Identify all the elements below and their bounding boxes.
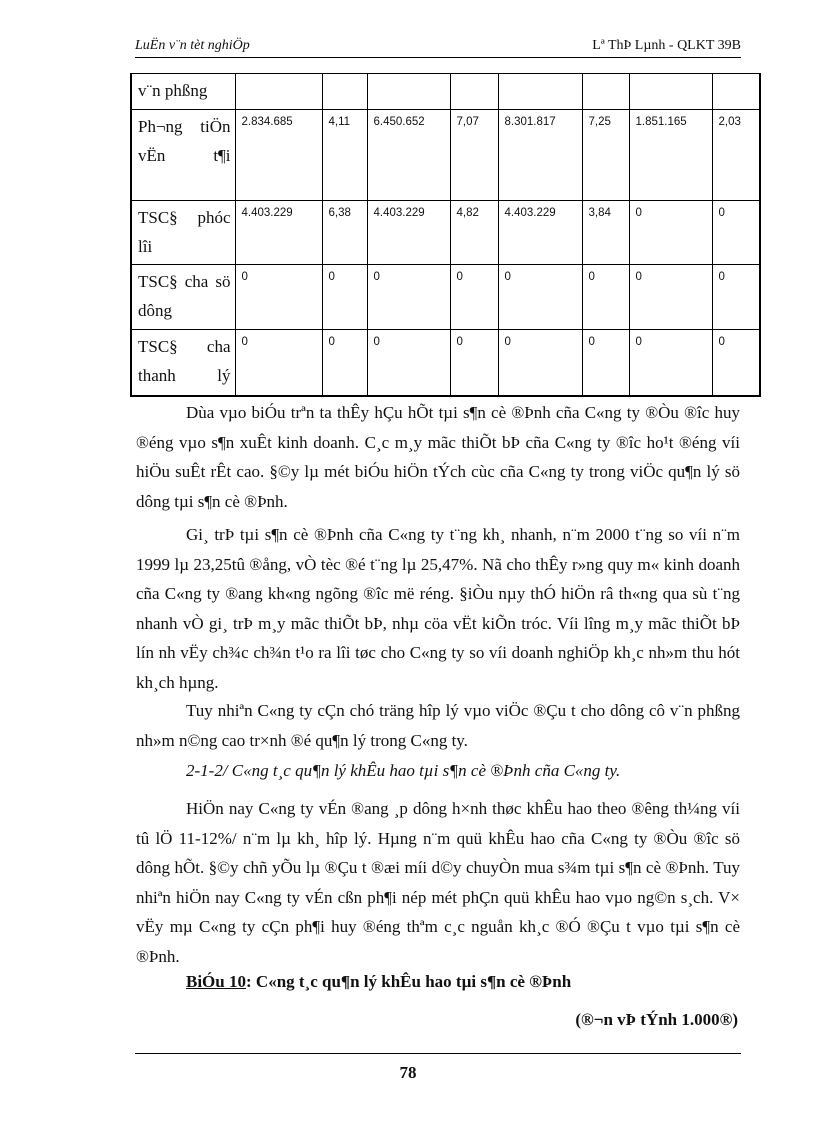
table-cell: 0: [582, 330, 629, 396]
table-cell: 6.450.652: [367, 110, 450, 201]
table-cell: 7,07: [450, 110, 498, 201]
table-cell: 0: [450, 330, 498, 396]
table-row: [131, 74, 760, 110]
table-cell: [450, 74, 498, 110]
unit-note: (®¬n vÞ tÝnh 1.000®): [575, 1010, 738, 1029]
table-row: [131, 110, 760, 201]
table-cell: [367, 74, 450, 110]
table-cell: [235, 74, 322, 110]
row-label: TSC§ phóc lîi: [131, 201, 235, 265]
table-cell: [712, 74, 760, 110]
table-cell: 0: [498, 265, 582, 330]
table-cell: 4.403.229: [367, 201, 450, 265]
caption-text: : C«ng t¸c qu¶n lý khÊu hao tµi s¶n cè ®Þnh: [246, 972, 572, 991]
table-row: [131, 201, 760, 265]
row-label: TSC§ cha sö dông: [131, 265, 235, 330]
table-cell: 0: [367, 265, 450, 330]
table-cell: 8.301.817: [498, 110, 582, 201]
table-cell: 0: [712, 330, 760, 396]
table-cell: 6,38: [322, 201, 367, 265]
row-label: v¨n phßng: [131, 74, 235, 110]
table-cell: 4,82: [450, 201, 498, 265]
fixed-assets-table: [130, 73, 761, 397]
body-paragraph: Dùa vµo biÓu trªn ta thÊy hÇu hÕt tµi s¶n cè ®Þnh cña C«ng ty ®Òu ®îc huy ®éng vµo s¶n xuÊt kinh doanh. C¸c m¸y mãc thiÕt bÞ cña C«ng ty ®îc ho¹t ®éng víi hiÖu suÊt rÊt cao. §©y lµ mét biÓu hiÖn tÝch cùc cña C«ng ty trong viÖc qu¶n lý sö dông tµi s¶n cè ®Þnh.: [136, 403, 740, 511]
table-cell: 0: [322, 330, 367, 396]
table-cell: 0: [712, 201, 760, 265]
figure-caption: [186, 972, 571, 992]
table-cell: 2.834.685: [235, 110, 322, 201]
table-cell: 0: [629, 201, 712, 265]
table-cell: 0: [629, 330, 712, 396]
body-paragraph: HiÖn nay C«ng ty vÉn ®ang ¸p dông h×nh thøc khÊu hao theo ®êng th¼ng víi tû lÖ 11-12%/ n¨m lµ kh¸ hîp lý. Hµng n¨m quü khÊu hao cña C«ng ty ®Òu ®îc sö dông hÕt. §©y chñ yÕu lµ ®Çu t ®æi míi d©y chuyÒn mua s¾m tµi s¶n cè ®Þnh. Tuy nhiªn hiÖn nay C«ng ty vÉn cßn ph¶i nép mét phÇn quü khÊu hao vµo ng©n s¸ch. V× vËy mµ C«ng ty cÇn ph¶i huy ®éng thªm c¸c nguån kh¸c ®Ó ®Çu t vµo tµi s¶n cè ®Þnh.: [136, 799, 740, 966]
table-cell: 0: [498, 330, 582, 396]
table-cell: 2,03: [712, 110, 760, 201]
table-cell: [629, 74, 712, 110]
footer-divider: [135, 1053, 741, 1054]
table-cell: 0: [582, 265, 629, 330]
page-number: 78: [399, 1063, 417, 1082]
table-cell: [498, 74, 582, 110]
table-cell: 0: [450, 265, 498, 330]
header-left-title: LuËn v¨n tèt nghiÖp: [135, 38, 250, 53]
table-cell: 3,84: [582, 201, 629, 265]
table-row: [131, 265, 760, 330]
table-cell: 0: [629, 265, 712, 330]
table-cell: 0: [235, 330, 322, 396]
table-cell: [582, 74, 629, 110]
table-cell: 0: [712, 265, 760, 330]
header-divider: [135, 57, 741, 58]
section-heading: 2-1-2/ C«ng t¸c qu¶n lý khÊu hao tµi s¶n cè ®Þnh cña C«ng ty.: [186, 761, 621, 780]
header-right-author: Lª ThÞ Lµnh - QLKT 39B: [592, 38, 741, 53]
table-cell: [322, 74, 367, 110]
table-cell: 4.403.229: [235, 201, 322, 265]
body-paragraph: Tuy nhiªn C«ng ty cÇn chó träng hîp lý vµo viÖc ®Çu t cho dông cô v¨n phßng nh»m n©ng cao tr×nh ®é qu¶n lý trong C«ng ty.: [136, 701, 740, 750]
row-label: Ph¬ng tiÖn vËn t¶i: [131, 110, 235, 201]
table-cell: 4.403.229: [498, 201, 582, 265]
table-cell: 0: [367, 330, 450, 396]
table-cell: 0: [322, 265, 367, 330]
table-cell: 7,25: [582, 110, 629, 201]
row-label: TSC§ cha thanh lý: [131, 330, 235, 396]
table-cell: 0: [235, 265, 322, 330]
body-paragraph: Gi¸ trÞ tµi s¶n cè ®Þnh cña C«ng ty t¨ng kh¸ nhanh, n¨m 2000 t¨ng so víi n¨m 1999 lµ 23,25tû ®ång, vÒ tèc ®é t¨ng lµ 25,47%. Nã cho thÊy r»ng quy m« kinh doanh cña C«ng ty ®ang kh«ng ngõng ®îc më réng. §iÒu nµy thÓ hiÖn râ th«ng qua sù t¨ng nhanh vÒ gi¸ trÞ m¸y mãc thiÕt bÞ, nhµ cöa vËt kiÕn tróc. Víi lîng m¸y mãc thiÕt bÞ lín nh vËy ch¾c ch¾n t¹o ra lîi tøc cho C«ng ty so víi doanh nghiÖp kh¸c nh»m thu hót kh¸ch hµng.: [136, 525, 740, 692]
table-cell: 4,11: [322, 110, 367, 201]
caption-label: BiÓu 10: [186, 972, 246, 991]
table-row: [131, 330, 760, 396]
table-cell: 1.851.165: [629, 110, 712, 201]
